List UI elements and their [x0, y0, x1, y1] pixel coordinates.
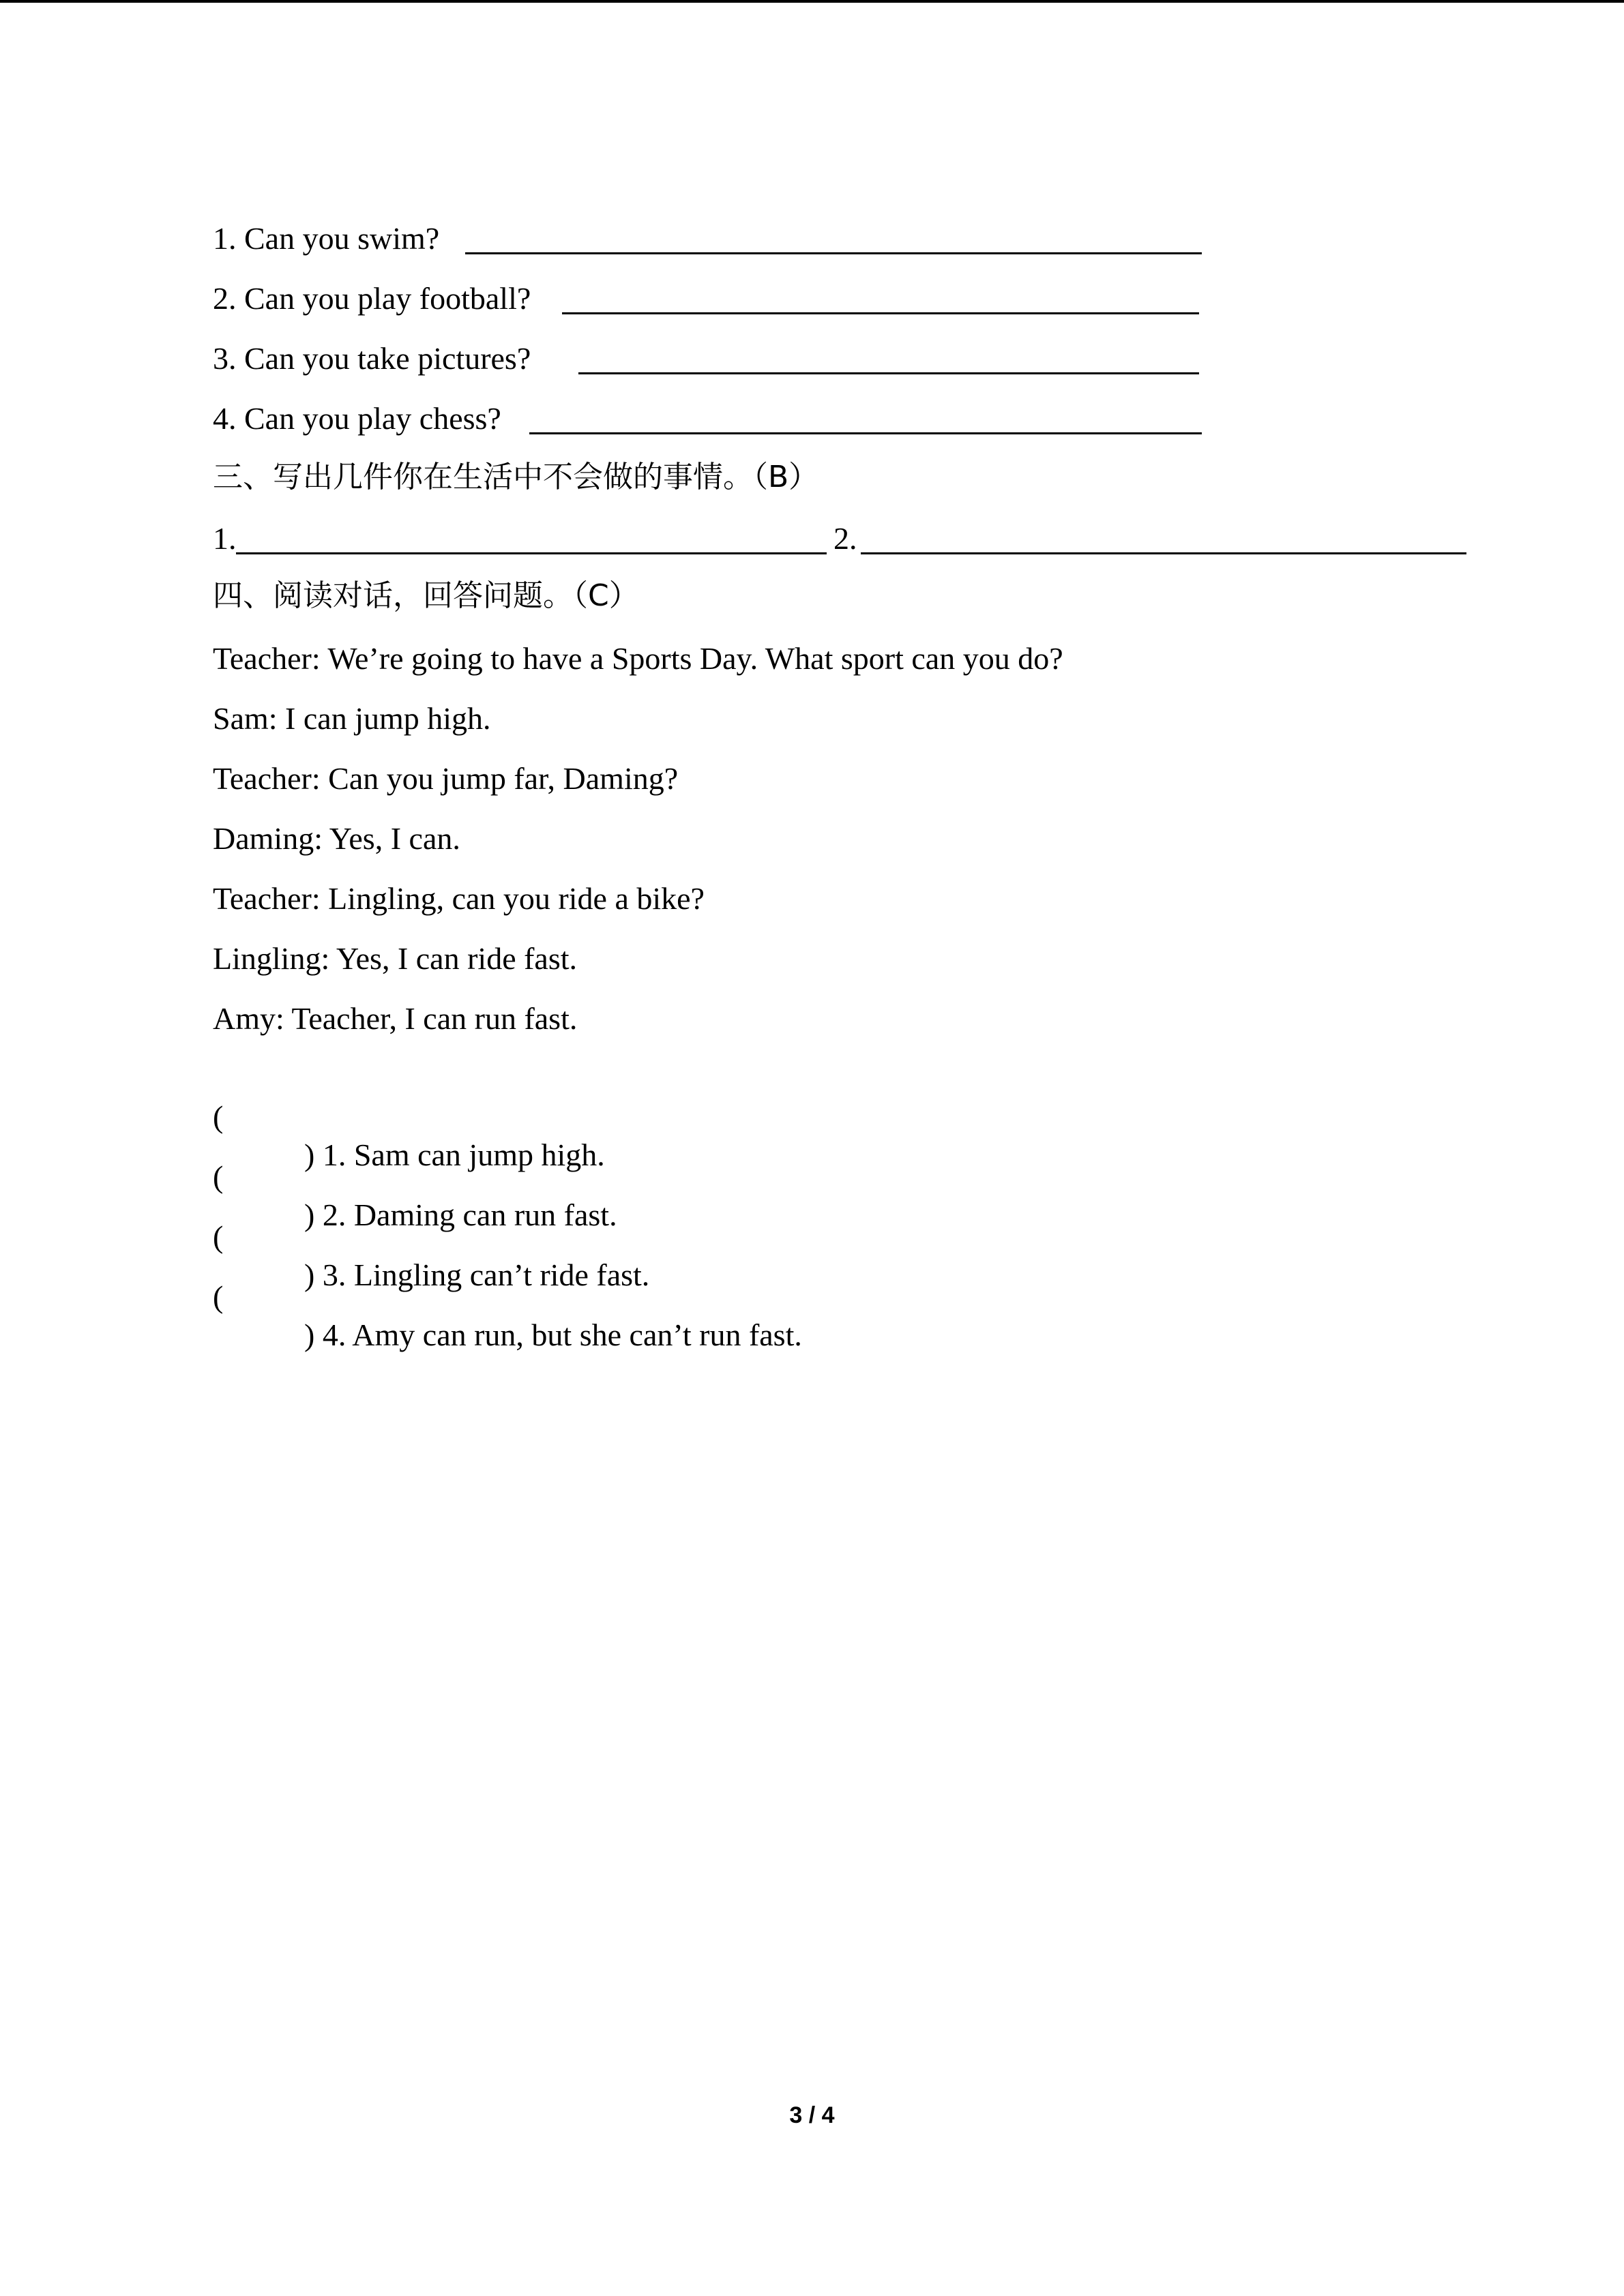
judgment-text: ) 2. Daming can run fast. [304, 1197, 617, 1232]
judgment-paren[interactable]: ( [213, 1159, 224, 1194]
section-4-heading: 四、阅读对话，回答问题。（C） [213, 578, 639, 613]
answer-line-1[interactable] [465, 252, 1202, 254]
judgment-text: ) 3. Lingling can’t ride fast. [304, 1257, 650, 1292]
question-2: 2. Can you play football? [213, 281, 531, 316]
answer-line-3[interactable] [578, 372, 1199, 374]
answer-line-2[interactable] [562, 312, 1199, 314]
dialogue-line: Teacher: Lingling, can you ride a bike? [213, 881, 705, 916]
section-3-answer-line-1[interactable] [236, 552, 827, 554]
dialogue-line: Teacher: We’re going to have a Sports Day. What sport can you do? [213, 641, 1063, 676]
question-1: 1. Can you swim? [213, 221, 440, 256]
dialogue-line: Daming: Yes, I can. [213, 821, 460, 856]
question-3: 3. Can you take pictures? [213, 341, 531, 376]
judgment-paren[interactable]: ( [213, 1279, 224, 1314]
section-3-answer-line-2[interactable] [861, 552, 1466, 554]
question-4: 4. Can you play chess? [213, 401, 501, 436]
judgment-text: ) 1. Sam can jump high. [304, 1137, 605, 1172]
section-3-heading: 三、写出几件你在生活中不会做的事情。（B） [213, 460, 819, 494]
dialogue-line: Teacher: Can you jump far, Daming? [213, 761, 679, 796]
dialogue-line: Sam: I can jump high. [213, 701, 491, 736]
top-border [0, 0, 1624, 3]
judgment-paren[interactable]: ( [213, 1099, 224, 1134]
dialogue-line: Amy: Teacher, I can run fast. [213, 1001, 578, 1036]
page-number: 3 / 4 [789, 2102, 835, 2128]
answer-line-4[interactable] [529, 432, 1202, 434]
judgment-text: ) 4. Amy can run, but she can’t run fast. [304, 1317, 802, 1352]
dialogue-line: Lingling: Yes, I can ride fast. [213, 941, 578, 976]
section-3-item-2-label: 2. [833, 521, 857, 556]
judgment-paren[interactable]: ( [213, 1219, 224, 1254]
section-3-item-1-label: 1. [213, 521, 237, 556]
